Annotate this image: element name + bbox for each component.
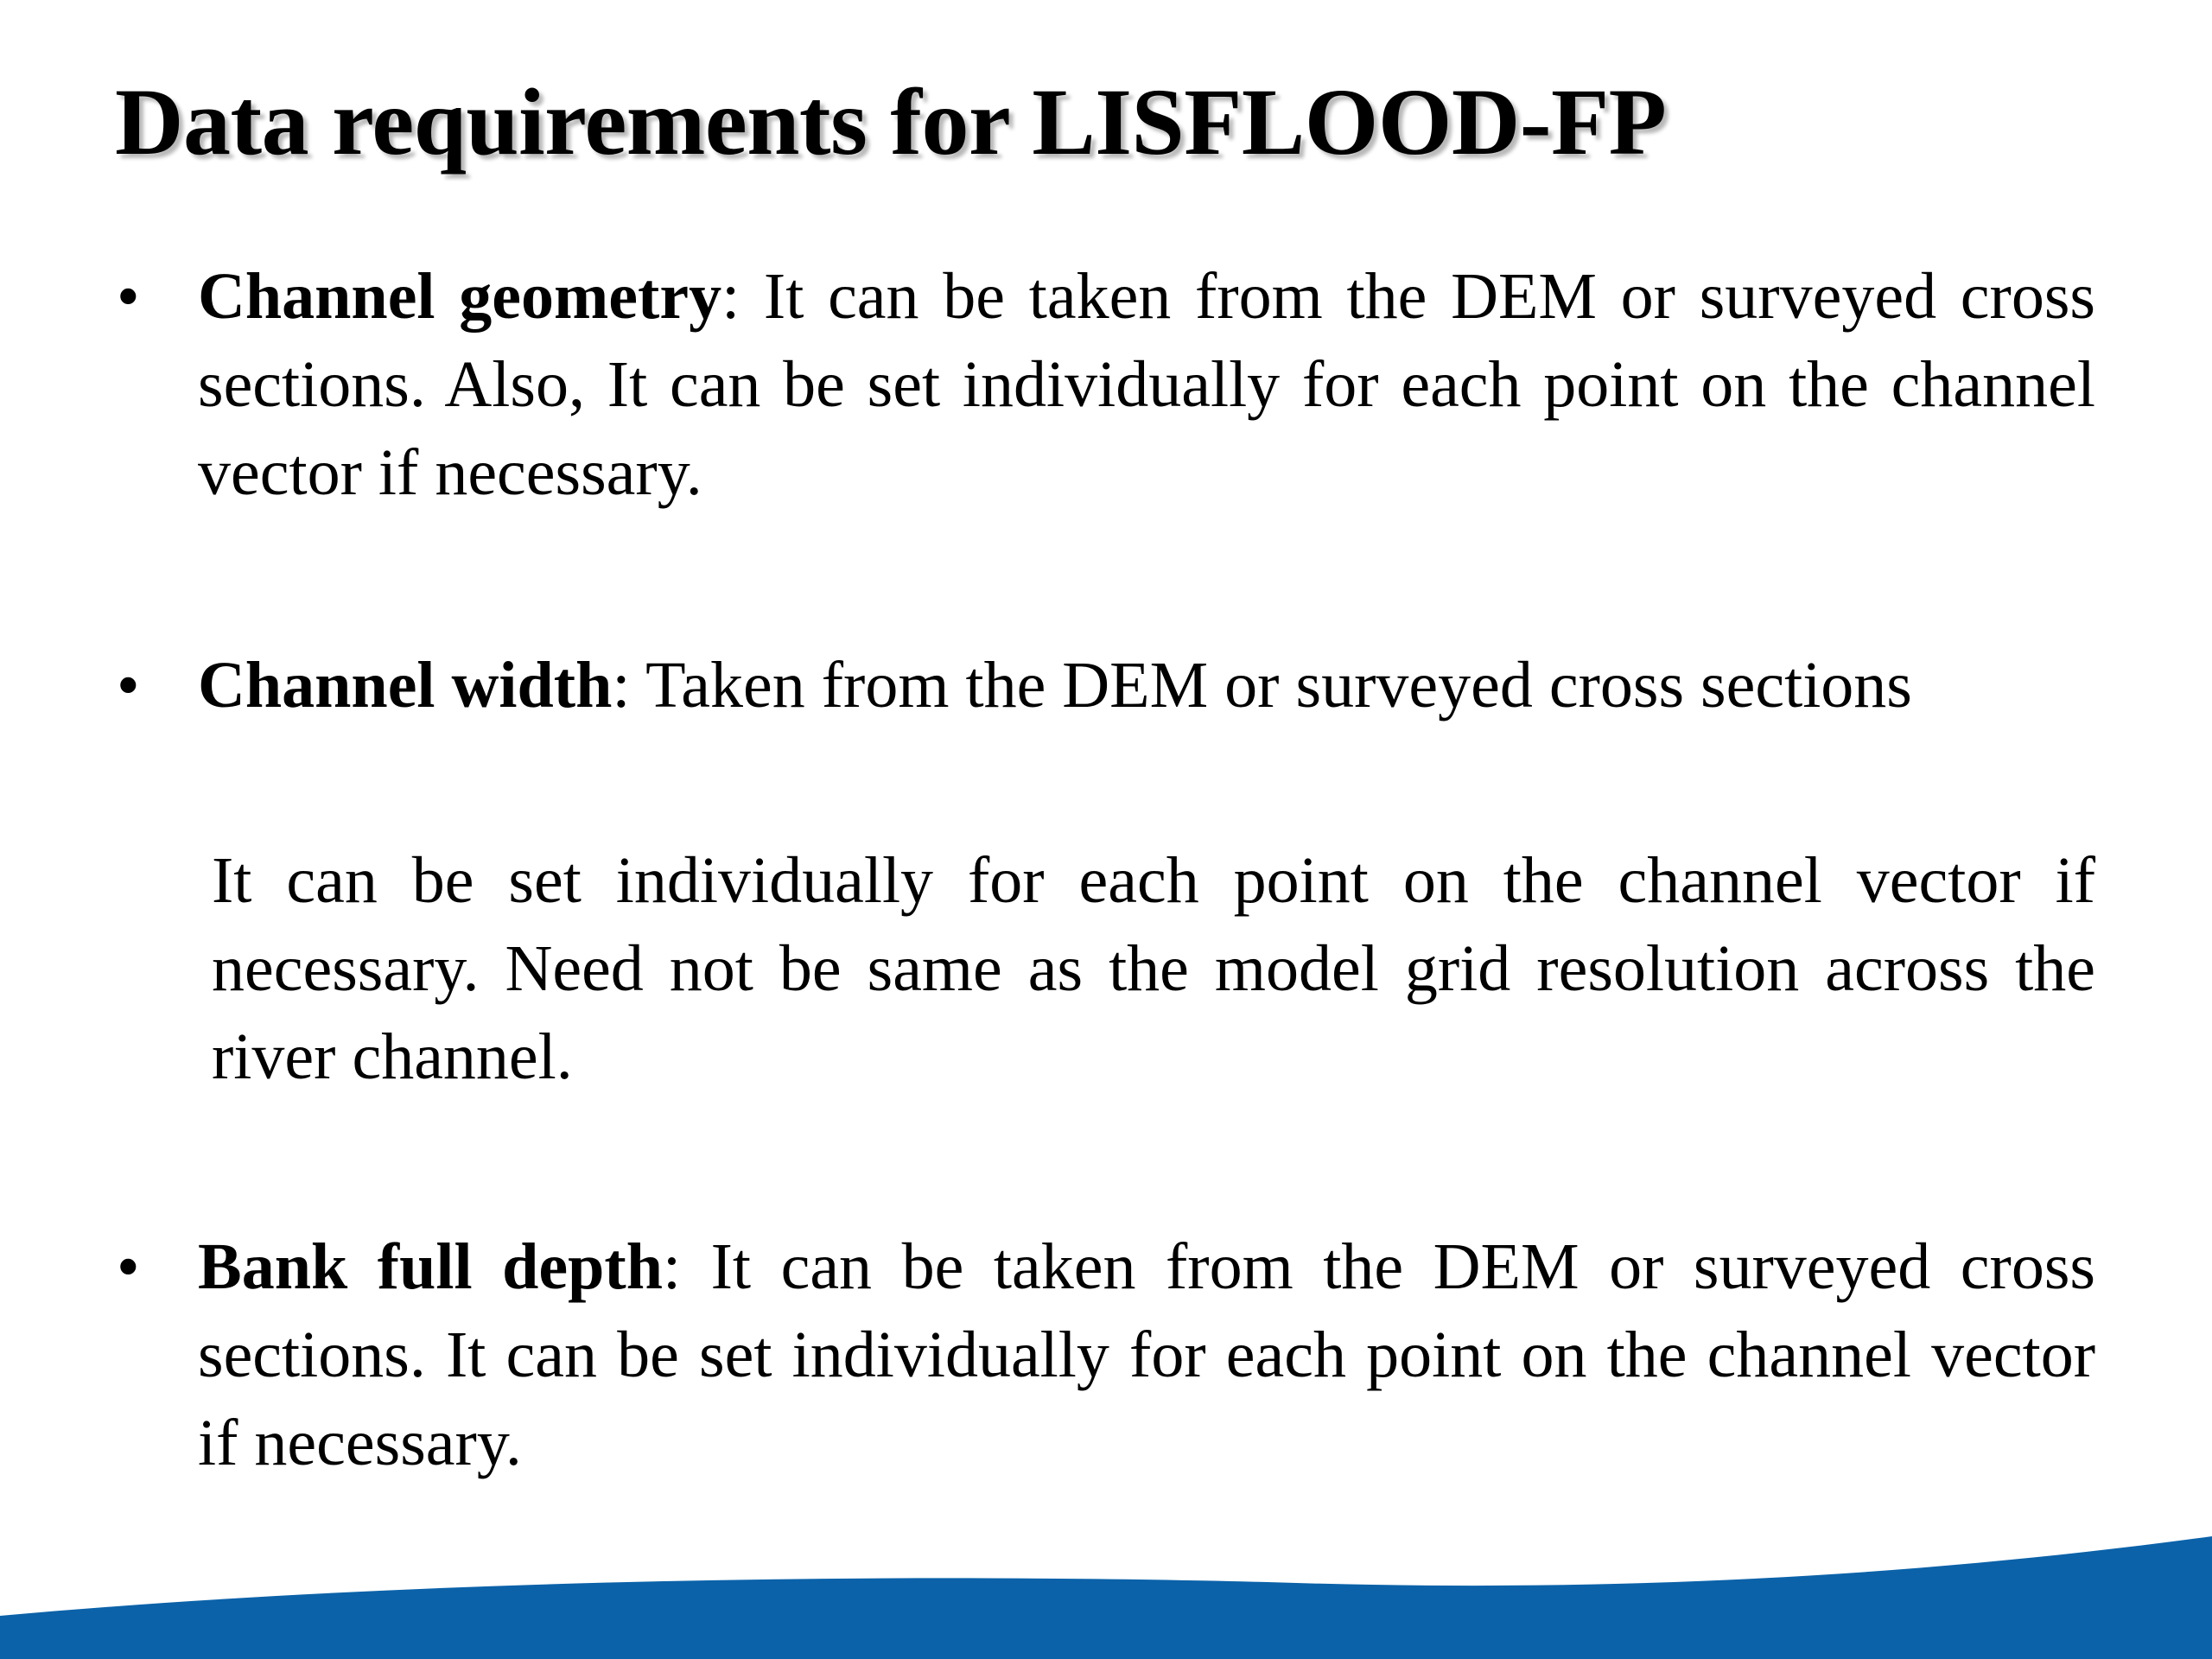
footer-wave-shape	[0, 1536, 2212, 1659]
channel-width-sub-paragraph: It can be set individually for each point on the channel vector if necessary. Need not be same as the model grid resolution across the river channel.	[212, 844, 2095, 1093]
bullet-description: : It can be taken from the DEM or surveyed cross sections. Also, It can be set individually for each point on the channel vector if necessary.	[198, 260, 2095, 509]
bullet-text	[198, 1223, 2095, 1487]
bullet-bank-full-depth	[115, 1223, 2095, 1487]
bullet-marker: •	[117, 1230, 140, 1303]
bullet-text	[198, 252, 2095, 517]
bullet-channel-geometry	[115, 252, 2095, 517]
footer-wave	[0, 1521, 2212, 1659]
bullet-description: : Taken from the DEM or surveyed cross sections	[612, 649, 1912, 721]
bullet-text	[198, 641, 2095, 729]
bullet-channel-width	[115, 641, 2095, 729]
bullet-marker: •	[117, 260, 140, 333]
bullet-term: Channel width	[198, 649, 613, 721]
bullet-term: Bank full depth	[198, 1230, 663, 1303]
bullet-marker: •	[117, 649, 140, 721]
bullet-description: : It can be taken from the DEM or surveyed cross sections. It can be set individually for each point on the channel vector if necessary.	[198, 1230, 2095, 1479]
slide-title: Data requirements for LISFLOOD-FP	[115, 69, 1667, 175]
bullet-term: Channel geometry	[198, 260, 722, 333]
